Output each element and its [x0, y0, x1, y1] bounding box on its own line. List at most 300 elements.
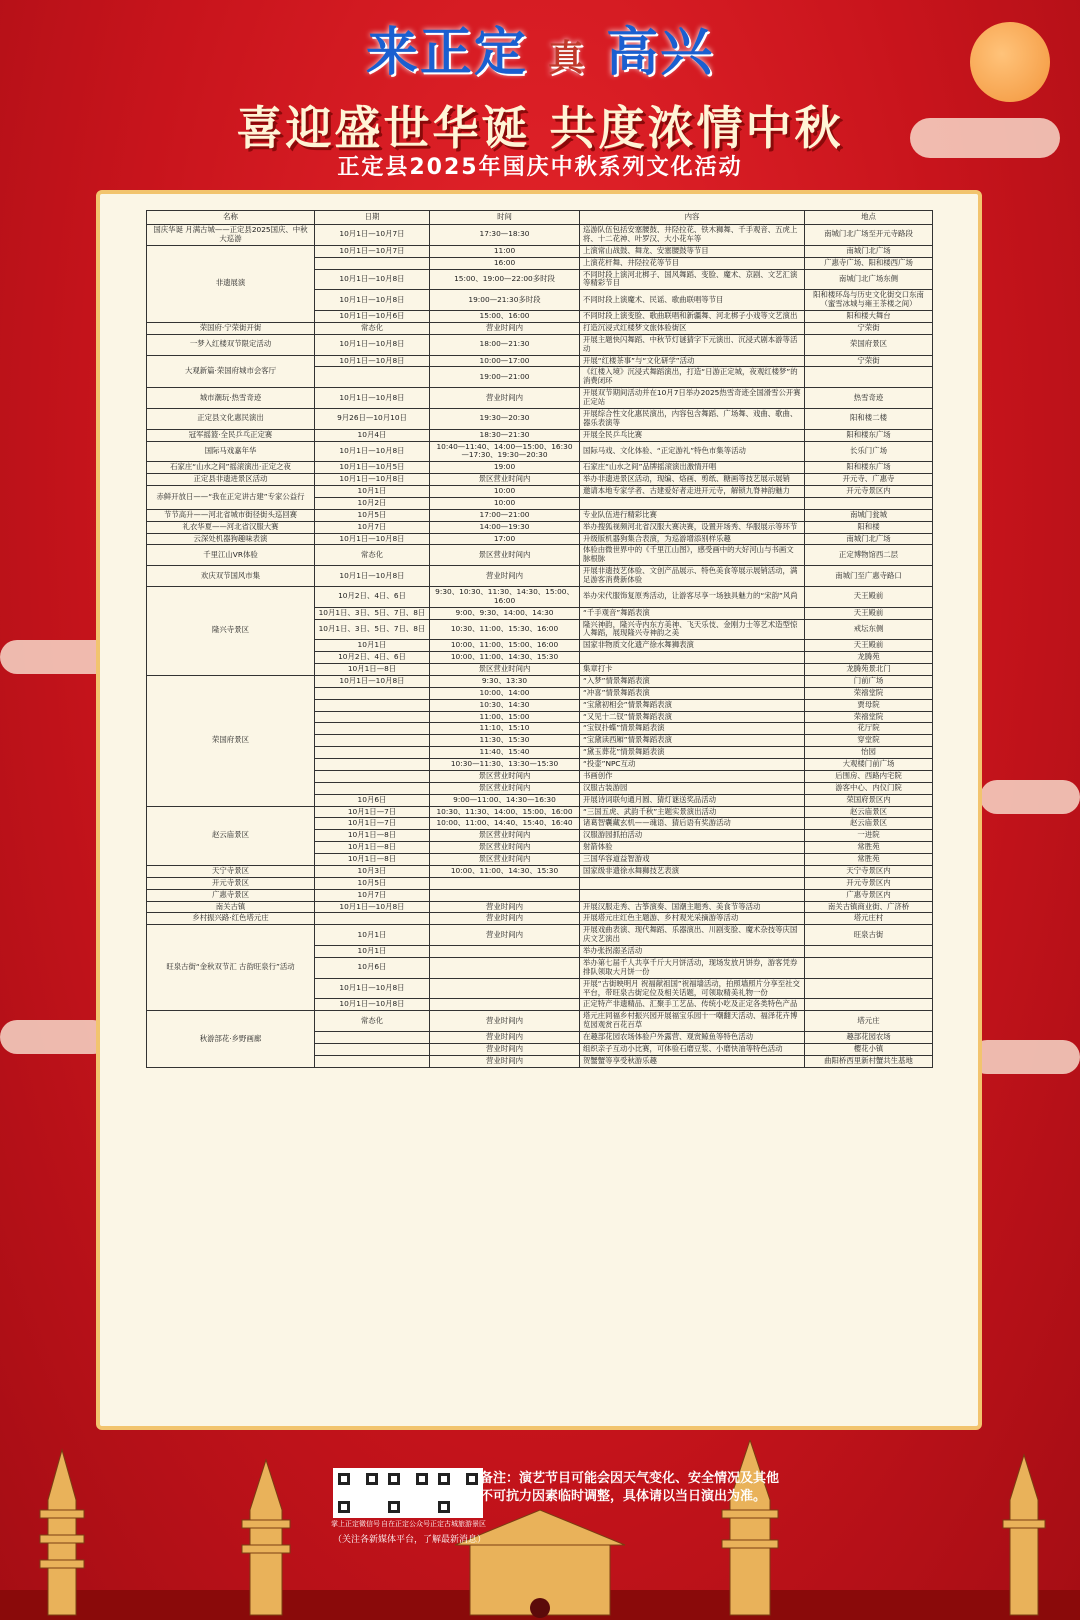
- event-time-cell: 营业时间内: [430, 1032, 580, 1044]
- event-date-cell: [315, 687, 430, 699]
- campaign-logo: [0, 10, 1080, 85]
- event-time-cell: 营业时间内: [430, 1055, 580, 1067]
- event-date-cell: 10月1日: [315, 925, 430, 946]
- event-date-cell: 10月4日: [315, 429, 430, 441]
- event-name-cell: 旺泉古街“金秋双节汇 古韵旺泉行”活动: [147, 925, 315, 1011]
- event-location-cell: 热雪奇迹: [805, 388, 933, 409]
- event-content-cell: “宝钗扑蝶”情景舞蹈表演: [580, 723, 805, 735]
- event-content-cell: “冲喜”情景舞蹈表演: [580, 687, 805, 699]
- table-row: [147, 245, 933, 257]
- event-content-cell: [580, 877, 805, 889]
- table-row: [147, 521, 933, 533]
- event-time-cell: 11:00、15:00: [430, 711, 580, 723]
- event-time-cell: 10:30、11:00、15:30、16:00: [430, 619, 580, 640]
- event-time-cell: 14:00—19:30: [430, 521, 580, 533]
- event-time-cell: [430, 946, 580, 958]
- event-time-cell: 10:00: [430, 497, 580, 509]
- event-time-cell: 15:00、19:00—22:00多时段: [430, 269, 580, 290]
- event-time-cell: 10:00、11:00、15:00、16:00: [430, 640, 580, 652]
- table-row: [147, 913, 933, 925]
- event-date-cell: 10月1日—10月8日: [315, 290, 430, 311]
- event-content-cell: 国家非物质文化遗产徐水舞狮表演: [580, 640, 805, 652]
- event-date-cell: 10月1日—8日: [315, 664, 430, 676]
- table-row: [147, 225, 933, 246]
- event-content-cell: 开展非遗技艺体验、文创产品展示、特色美食等展示展销活动，满足游客消费新体验: [580, 566, 805, 587]
- event-location-cell: 怡园: [805, 747, 933, 759]
- event-date-cell: [315, 747, 430, 759]
- event-date-cell: [315, 759, 430, 771]
- event-time-cell: [430, 978, 580, 999]
- logo-part-3: 高兴: [606, 22, 715, 83]
- event-location-cell: 荣国府景区: [805, 334, 933, 355]
- event-location-cell: 南城门北广场东侧: [805, 269, 933, 290]
- event-name-cell: 赤鲜开放日——“我在正定讲古建”专家公益行: [147, 486, 315, 510]
- event-location-cell: 戒坛东侧: [805, 619, 933, 640]
- header-location: 地点: [805, 211, 933, 225]
- event-time-cell: 营业时间内: [430, 901, 580, 913]
- event-location-cell: 荣禧堂院: [805, 687, 933, 699]
- event-date-cell: [315, 1032, 430, 1044]
- event-time-cell: 19:30—20:30: [430, 408, 580, 429]
- event-location-cell: 旺泉古街: [805, 925, 933, 946]
- event-content-cell: 邀请本地专家学者、古建爱好者走进开元寺，解锁九脊神韵魅力: [580, 486, 805, 498]
- event-name-cell: 一梦入红楼双节限定活动: [147, 334, 315, 355]
- event-content-cell: 开展戏曲表演、现代舞蹈、乐器演出、川剧变脸、魔术杂技等庆国庆文艺演出: [580, 925, 805, 946]
- event-name-cell: 秋游部花·乡野画廊: [147, 1011, 315, 1067]
- event-time-cell: 11:40、15:40: [430, 747, 580, 759]
- event-time-cell: 10:40—11:40、14:00—15:00、16:30—17:30、19:30—20:30: [430, 441, 580, 462]
- logo-part-2: 真: [547, 37, 586, 79]
- event-content-cell: “入梦”情景舞蹈表演: [580, 675, 805, 687]
- event-location-cell: 长乐门广场: [805, 441, 933, 462]
- event-time-cell: [430, 999, 580, 1011]
- event-content-cell: 射箭体验: [580, 842, 805, 854]
- event-time-cell: 营业时间内: [430, 566, 580, 587]
- event-time-cell: 10:30、11:30、14:00、15:00、16:00: [430, 806, 580, 818]
- event-time-cell: 10:00—17:00: [430, 355, 580, 367]
- event-name-cell: 冠军摇篮·全民乒乓正定赛: [147, 429, 315, 441]
- event-content-cell: 升级版机器狗集合表演，为巡游增添别样乐趣: [580, 533, 805, 545]
- event-time-cell: 10:00、11:00、14:40、15:40、16:40: [430, 818, 580, 830]
- event-time-cell: 10:00、11:00、14:30、15:30: [430, 652, 580, 664]
- event-time-cell: 9:30、10:30、11:30、14:30、15:00、16:00: [430, 586, 580, 607]
- event-content-cell: 体验由微世界中的《千里江山图》，感受画中的大好河山与书画文脉根脉: [580, 545, 805, 566]
- event-content-cell: [580, 497, 805, 509]
- event-time-cell: 9:30、13:30: [430, 675, 580, 687]
- event-content-cell: “宝黛初相会”情景舞蹈表演: [580, 699, 805, 711]
- event-name-cell: 赵云庙景区: [147, 806, 315, 865]
- event-date-cell: 10月1日—10月8日: [315, 901, 430, 913]
- event-content-cell: 国家级非遗徐水舞狮技艺表演: [580, 865, 805, 877]
- event-date-cell: 10月7日: [315, 521, 430, 533]
- event-location-cell: 龙腾苑: [805, 652, 933, 664]
- event-content-cell: [580, 889, 805, 901]
- event-name-cell: 城市潮玩·热雪奇迹: [147, 388, 315, 409]
- event-date-cell: 10月2日: [315, 497, 430, 509]
- event-time-cell: 17:00—21:00: [430, 509, 580, 521]
- event-date-cell: [315, 1055, 430, 1067]
- event-content-cell: 举办张拐溺圣活动: [580, 946, 805, 958]
- event-content-cell: “千手观音”舞蹈表演: [580, 607, 805, 619]
- table-row: [147, 865, 933, 877]
- event-location-cell: 赵云庙景区: [805, 818, 933, 830]
- event-content-cell: 《红楼入境》沉浸式舞蹈演出，打造“日游正定城，夜观红楼梦”的消费闭环: [580, 367, 805, 388]
- event-content-cell: 隆兴神韵，隆兴寺内东方美神、飞天乐伎、金刚力士等艺术造型惊人舞蹈，展现隆兴寺神韵之美: [580, 619, 805, 640]
- cloud-decoration: [970, 1040, 1080, 1074]
- table-row: [147, 889, 933, 901]
- event-date-cell: 10月5日: [315, 509, 430, 521]
- event-time-cell: 10:30、14:30: [430, 699, 580, 711]
- poster-headline: 喜迎盛世华诞 共度浓情中秋: [236, 101, 844, 155]
- event-date-cell: 常态化: [315, 1011, 430, 1032]
- poster-subtitle: 正定县2025年国庆中秋系列文化活动: [337, 155, 743, 180]
- event-content-cell: 正定特产非遗精品、汇聚手工艺品、传统小吃及正定各类特色产品: [580, 999, 805, 1011]
- event-date-cell: 10月1日—10月6日: [315, 311, 430, 323]
- event-name-cell: 礼衣华夏——河北省汉服大赛: [147, 521, 315, 533]
- event-time-cell: 18:30—21:30: [430, 429, 580, 441]
- event-content-cell: 开展“红楼茶事”与“文化研学”活动: [580, 355, 805, 367]
- event-time-cell: 17:30—18:30: [430, 225, 580, 246]
- event-content-cell: 开展主题快闪舞蹈、中秋节灯谜猜字下元演出、沉浸式剧本游等活动: [580, 334, 805, 355]
- event-date-cell: 10月1日—10月8日: [315, 566, 430, 587]
- event-location-cell: 贾母院: [805, 699, 933, 711]
- event-time-cell: 9:00—11:00、14:30—16:30: [430, 794, 580, 806]
- event-name-cell: 大观新篇·荣国府城市会客厅: [147, 355, 315, 388]
- event-time-cell: 19:00: [430, 462, 580, 474]
- event-content-cell: 诸葛智囊藏玄机——魂语、猜后语有奖游活动: [580, 818, 805, 830]
- table-row: [147, 925, 933, 946]
- event-content-cell: 巡游队伍包括安塞腰鼓、井陉拉花、铁木狮舞、千手观音、五虎上将、十二花神、叶罗汉、大小花车等: [580, 225, 805, 246]
- event-time-cell: 营业时间内: [430, 925, 580, 946]
- event-location-cell: 塔元庄村: [805, 913, 933, 925]
- table-row: [147, 474, 933, 486]
- event-content-cell: 不同时段上演变脸、歌曲联唱和新疆舞、河北梆子小戏等文艺演出: [580, 311, 805, 323]
- cloud-decoration: [980, 780, 1080, 814]
- event-location-cell: 趣部花园农场: [805, 1032, 933, 1044]
- event-time-cell: 10:00、11:00、14:30、15:30: [430, 865, 580, 877]
- event-content-cell: 不同时段上演河北梆子、国风舞蹈、变脸、魔术、京剧、文艺汇演等精彩节目: [580, 269, 805, 290]
- event-content-cell: 汉服游园抓拍活动: [580, 830, 805, 842]
- event-location-cell: 宁荣街: [805, 322, 933, 334]
- event-location-cell: 樱花小镇: [805, 1043, 933, 1055]
- event-location-cell: 荣禧堂院: [805, 711, 933, 723]
- event-location-cell: 后围房、西路内宅院: [805, 770, 933, 782]
- event-name-cell: 千里江山VR体验: [147, 545, 315, 566]
- event-time-cell: 营业时间内: [430, 1043, 580, 1055]
- event-location-cell: 南城门北广场: [805, 245, 933, 257]
- table-row: [147, 901, 933, 913]
- event-location-cell: 赵云庙景区: [805, 806, 933, 818]
- event-name-cell: 广惠寺景区: [147, 889, 315, 901]
- event-location-cell: 游客中心、内仪门院: [805, 782, 933, 794]
- event-date-cell: 10月1日—10月7日: [315, 225, 430, 246]
- event-date-cell: 10月1日—10月8日: [315, 978, 430, 999]
- event-content-cell: “又见十二钗”情景舞蹈表演: [580, 711, 805, 723]
- event-date-cell: [315, 711, 430, 723]
- event-date-cell: 10月1日—10月8日: [315, 675, 430, 687]
- table-header-row: [147, 211, 933, 225]
- event-date-cell: [315, 699, 430, 711]
- event-content-cell: 开展塔元庄红色主题游、乡村观光采摘游等活动: [580, 913, 805, 925]
- qr-code[interactable]: [433, 1468, 483, 1518]
- event-location-cell: [805, 497, 933, 509]
- event-location-cell: 广惠寺景区内: [805, 889, 933, 901]
- table-row: [147, 566, 933, 587]
- event-location-cell: 阳和楼东广场: [805, 429, 933, 441]
- event-content-cell: 举办非遗进景区活动，现编、烙画、剪纸、糖画等技艺展示展销: [580, 474, 805, 486]
- event-date-cell: 常态化: [315, 322, 430, 334]
- header-date: 日期: [315, 211, 430, 225]
- event-location-cell: 常胜苑: [805, 854, 933, 866]
- event-time-cell: 16:00: [430, 257, 580, 269]
- event-location-cell: 天宁寺景区内: [805, 865, 933, 877]
- header-content: 内容: [580, 211, 805, 225]
- event-time-cell: 营业时间内: [430, 388, 580, 409]
- qr-code[interactable]: [333, 1468, 383, 1518]
- event-location-cell: 花厅院: [805, 723, 933, 735]
- schedule-panel: [96, 190, 982, 1430]
- event-date-cell: [315, 782, 430, 794]
- event-date-cell: 10月7日: [315, 889, 430, 901]
- event-date-cell: 10月2日、4日、6日: [315, 586, 430, 607]
- table-row: [147, 1011, 933, 1032]
- event-location-cell: 曲阳桥西里新村蟹共生基地: [805, 1055, 933, 1067]
- event-time-cell: 景区营业时间内: [430, 545, 580, 566]
- event-name-cell: 云深处机器狗趣味表演: [147, 533, 315, 545]
- event-location-cell: 开元寺、广惠寺: [805, 474, 933, 486]
- event-time-cell: [430, 877, 580, 889]
- event-content-cell: 在趣部花园农场体验户外露营、观赏鲸鱼等特色活动: [580, 1032, 805, 1044]
- event-content-cell: “黛玉葬花”情景舞蹈表演: [580, 747, 805, 759]
- event-content-cell: 开展综合性文化惠民演出，内容包含舞蹈、广场舞、戏曲、歌曲、器乐表演等: [580, 408, 805, 429]
- schedule-body: [147, 225, 933, 1068]
- event-name-cell: 开元寺景区: [147, 877, 315, 889]
- event-location-cell: 穿堂院: [805, 735, 933, 747]
- event-content-cell: 三国华容道益智游戏: [580, 854, 805, 866]
- event-location-cell: 天王殿前: [805, 640, 933, 652]
- event-location-cell: 开元寺景区内: [805, 486, 933, 498]
- event-date-cell: 10月2日、4日、6日: [315, 652, 430, 664]
- event-location-cell: 大观楼门前广场: [805, 759, 933, 771]
- qr-note: （关注各新媒体平台，了解最新消息）: [333, 1535, 487, 1545]
- event-name-cell: 天宁寺景区: [147, 865, 315, 877]
- event-date-cell: [315, 1043, 430, 1055]
- event-time-cell: 10:00、14:00: [430, 687, 580, 699]
- logo-part-1: 来正定: [365, 22, 528, 83]
- event-time-cell: 18:00—21:30: [430, 334, 580, 355]
- event-name-cell: 非遗展演: [147, 245, 315, 322]
- event-content-cell: 石家庄“山水之间”品牌摇滚演出激情开唱: [580, 462, 805, 474]
- event-content-cell: 集章打卡: [580, 664, 805, 676]
- table-row: [147, 462, 933, 474]
- event-name-cell: 国庆华诞 月满古城——正定县2025国庆、中秋大巡游: [147, 225, 315, 246]
- remark-note: 备注：演艺节目可能会因天气变化、安全情况及其他不可抗力因素临时调整，具体请以当日演出为准。: [480, 1471, 780, 1505]
- table-row: [147, 533, 933, 545]
- event-content-cell: 书画创作: [580, 770, 805, 782]
- event-time-cell: 营业时间内: [430, 913, 580, 925]
- event-date-cell: [315, 735, 430, 747]
- event-location-cell: [805, 999, 933, 1011]
- event-location-cell: 阳和楼大舞台: [805, 311, 933, 323]
- event-location-cell: 广惠寺广场、阳和楼西广场: [805, 257, 933, 269]
- event-time-cell: 17:00: [430, 533, 580, 545]
- event-content-cell: 上演花杆舞、井陉拉花等节目: [580, 257, 805, 269]
- event-time-cell: 10:30—11:30、13:30—15:30: [430, 759, 580, 771]
- table-row: [147, 322, 933, 334]
- event-content-cell: 不同时段上演魔术、民谣、歌曲联唱等节目: [580, 290, 805, 311]
- event-date-cell: 常态化: [315, 545, 430, 566]
- event-date-cell: 10月1日—10月8日: [315, 999, 430, 1011]
- event-time-cell: 景区营业时间内: [430, 770, 580, 782]
- event-location-cell: 南城门北广场: [805, 533, 933, 545]
- event-date-cell: 10月1日: [315, 640, 430, 652]
- event-date-cell: 10月1日—10月8日: [315, 334, 430, 355]
- event-date-cell: 10月1日: [315, 946, 430, 958]
- event-date-cell: [315, 723, 430, 735]
- header-name: 名称: [147, 211, 315, 225]
- event-name-cell: 南关古镇: [147, 901, 315, 913]
- event-content-cell: 上演常山战鼓、舞龙、安塞腰鼓等节目: [580, 245, 805, 257]
- event-date-cell: 10月5日: [315, 877, 430, 889]
- event-location-cell: 南城门北广场至开元寺路段: [805, 225, 933, 246]
- event-time-cell: 11:10、15:10: [430, 723, 580, 735]
- event-location-cell: 龙腾苑景北门: [805, 664, 933, 676]
- event-date-cell: 10月6日: [315, 794, 430, 806]
- event-time-cell: 营业时间内: [430, 322, 580, 334]
- event-location-cell: [805, 978, 933, 999]
- event-content-cell: “宝黛读西厢”情景舞蹈表演: [580, 735, 805, 747]
- event-date-cell: 10月3日: [315, 865, 430, 877]
- event-name-cell: 乡村振兴路·红色塔元庄: [147, 913, 315, 925]
- event-date-cell: 9月26日—10月10日: [315, 408, 430, 429]
- event-location-cell: 天王殿前: [805, 586, 933, 607]
- event-content-cell: 汉服古装游园: [580, 782, 805, 794]
- table-row: [147, 441, 933, 462]
- event-content-cell: “三国五虎、武韵千秋”主题实景演出活动: [580, 806, 805, 818]
- city-skyline-decoration: [0, 1440, 1080, 1620]
- event-date-cell: 10月1日—10月8日: [315, 388, 430, 409]
- event-content-cell: [580, 652, 805, 664]
- event-time-cell: 景区营业时间内: [430, 830, 580, 842]
- table-row: [147, 486, 933, 498]
- table-row: [147, 675, 933, 687]
- event-time-cell: 9:00、9:30、14:00、14:30: [430, 607, 580, 619]
- event-date-cell: 10月1日—8日: [315, 842, 430, 854]
- event-content-cell: 举办搜狐视频河北省汉服大赛决赛，设置开场秀、华服展示等环节: [580, 521, 805, 533]
- header-time: 时间: [430, 211, 580, 225]
- table-row: [147, 388, 933, 409]
- event-content-cell: 开展汉服走秀、古筝演奏、国潮主题秀、美食节等活动: [580, 901, 805, 913]
- event-location-cell: 天王殿前: [805, 607, 933, 619]
- qr-code[interactable]: [383, 1468, 433, 1518]
- event-date-cell: 10月1日—10月8日: [315, 355, 430, 367]
- table-row: [147, 806, 933, 818]
- event-content-cell: 举办宋代服饰复原秀活动，让游客尽享一场独具魅力的“宋韵”风尚: [580, 586, 805, 607]
- event-content-cell: 专业队伍进行精彩比赛: [580, 509, 805, 521]
- event-name-cell: 国际马戏嘉年华: [147, 441, 315, 462]
- event-time-cell: 15:00、16:00: [430, 311, 580, 323]
- event-name-cell: 荣国府景区: [147, 675, 315, 806]
- event-date-cell: 10月6日: [315, 957, 430, 978]
- event-location-cell: 阳和楼二楼: [805, 408, 933, 429]
- event-location-cell: 阳和楼: [805, 521, 933, 533]
- event-location-cell: 宁荣街: [805, 355, 933, 367]
- qr-label: 自在正定公众号: [381, 1520, 430, 1528]
- event-name-cell: 正定县文化惠民演出: [147, 408, 315, 429]
- event-time-cell: [430, 957, 580, 978]
- event-content-cell: 开展诗词联句通月圆、猜灯谜送奖品活动: [580, 794, 805, 806]
- event-content-cell: 组织亲子互动小比赛，可体验石磨豆浆、小磨快油等特色活动: [580, 1043, 805, 1055]
- event-time-cell: 景区营业时间内: [430, 842, 580, 854]
- event-location-cell: 南城门瓮城: [805, 509, 933, 521]
- event-location-cell: 正定博物馆西二层: [805, 545, 933, 566]
- event-location-cell: [805, 946, 933, 958]
- event-time-cell: 景区营业时间内: [430, 782, 580, 794]
- event-content-cell: 开展双节期间活动并在10月7日举办2025热雪奇迹全国滑雪公开赛正定站: [580, 388, 805, 409]
- cloud-decoration: [0, 1020, 110, 1054]
- event-location-cell: 常胜苑: [805, 842, 933, 854]
- event-name-cell: 隆兴寺景区: [147, 586, 315, 675]
- event-date-cell: 10月1日—10月8日: [315, 269, 430, 290]
- event-name-cell: 正定县非遗进景区活动: [147, 474, 315, 486]
- event-time-cell: 景区营业时间内: [430, 474, 580, 486]
- event-content-cell: 打造沉浸式红楼梦文旅体验街区: [580, 322, 805, 334]
- event-date-cell: 10月1日: [315, 486, 430, 498]
- event-content-cell: 国际马戏、文化体验、“正定游礼”特色市集等活动: [580, 441, 805, 462]
- event-date-cell: 10月1日—7日: [315, 818, 430, 830]
- event-date-cell: 10月1日—10月8日: [315, 474, 430, 486]
- event-content-cell: 塔元庄同福乡村振兴园开展福宝乐园十一嘲翻天活动、福泽花卉博览园观赏百花百草: [580, 1011, 805, 1032]
- event-time-cell: 19:00—21:00: [430, 367, 580, 388]
- event-date-cell: 10月1日—8日: [315, 830, 430, 842]
- event-content-cell: 开展“古街映明月 祝福献祖国”祝福墙活动，拍照墙照片分享至社交平台，带旺泉古街定位及相关话题，可领取精美礼物一份: [580, 978, 805, 999]
- event-location-cell: 阳和楼环岛与历史文化街交口东南（蜜雪冰城与雍王茶楼之间）: [805, 290, 933, 311]
- table-row: [147, 545, 933, 566]
- event-time-cell: 11:30、15:30: [430, 735, 580, 747]
- event-date-cell: [315, 367, 430, 388]
- event-location-cell: 荣国府景区内: [805, 794, 933, 806]
- event-location-cell: 南城门至广惠寺路口: [805, 566, 933, 587]
- table-row: [147, 429, 933, 441]
- event-date-cell: 10月1日、3日、5日、7日、8日: [315, 607, 430, 619]
- event-location-cell: 阳和楼东广场: [805, 462, 933, 474]
- event-date-cell: [315, 257, 430, 269]
- event-content-cell: 开展全民乒乓比赛: [580, 429, 805, 441]
- qr-label: 正定古城旅游景区: [430, 1520, 486, 1528]
- event-date-cell: 10月1日—7日: [315, 806, 430, 818]
- event-time-cell: 景区营业时间内: [430, 664, 580, 676]
- event-name-cell: 石家庄“山水之间”摇滚演出·正定之夜: [147, 462, 315, 474]
- event-location-cell: 南关古镇商业街、广济桥: [805, 901, 933, 913]
- table-row: [147, 877, 933, 889]
- table-row: [147, 334, 933, 355]
- event-content-cell: “投壶”NPC互动: [580, 759, 805, 771]
- event-date-cell: 10月1日—10月7日: [315, 245, 430, 257]
- schedule-table: [146, 210, 933, 1068]
- event-name-cell: 荣国府·宁荣街开街: [147, 322, 315, 334]
- event-date-cell: [315, 913, 430, 925]
- event-time-cell: 营业时间内: [430, 1011, 580, 1032]
- event-date-cell: 10月1日—8日: [315, 854, 430, 866]
- event-time-cell: [430, 889, 580, 901]
- table-row: [147, 586, 933, 607]
- event-location-cell: 开元寺景区内: [805, 877, 933, 889]
- table-row: [147, 355, 933, 367]
- table-row: [147, 408, 933, 429]
- event-content-cell: 贺蟹蟹等享受秋游乐趣: [580, 1055, 805, 1067]
- event-location-cell: 一进院: [805, 830, 933, 842]
- event-date-cell: 10月1日—10月5日: [315, 462, 430, 474]
